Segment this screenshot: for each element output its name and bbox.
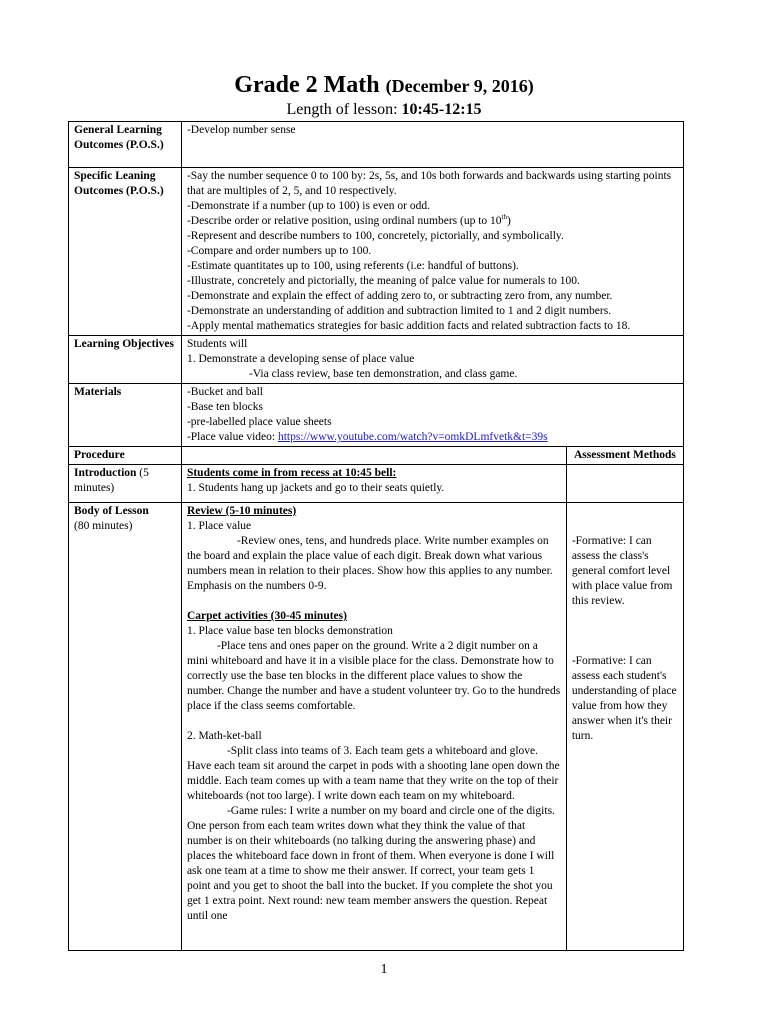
- materials-label: Materials: [69, 384, 182, 447]
- introduction-label-cell: [69, 465, 182, 503]
- title-date: (December 9, 2016): [385, 76, 534, 96]
- outcome-item: -Apply mental mathematics strategies for basic addition facts and related subtraction facts to 18.: [186, 320, 631, 332]
- body-label-cell: [69, 503, 182, 951]
- outcome-item: -Demonstrate if a number (up to 100) is even or odd.: [186, 200, 430, 212]
- introduction-cell: [181, 465, 566, 503]
- assessment-review: -Formative: I can assess the class's general comfort level with place value from this review.: [571, 535, 673, 607]
- body-assessment-cell: [566, 503, 683, 951]
- outcome-item: -Represent and describe numbers to 100, concretely, pictorially, and symbolically.: [186, 230, 564, 242]
- procedure-label: Procedure: [69, 447, 182, 465]
- assessment-carpet: -Formative: I can assess each student's understanding of place value from how they answer when it's their turn.: [571, 655, 677, 742]
- materials-cell: [181, 384, 683, 447]
- material-item: -pre-labelled place value sheets: [186, 416, 332, 428]
- introduction-duration: (5 minutes): [74, 467, 149, 494]
- carpet-item: 1. Place value base ten blocks demonstration: [186, 625, 393, 637]
- procedure-empty: [181, 447, 566, 465]
- learning-objectives-cell: [181, 336, 683, 384]
- video-label: -Place value video:: [186, 431, 278, 443]
- row-procedure-header: [69, 447, 684, 465]
- video-link[interactable]: https://www.youtube.com/watch?v=omkDLmfvetk&t=39s: [277, 431, 548, 443]
- row-body-of-lesson: [69, 503, 684, 951]
- assessment-methods-header: Assessment Methods: [566, 447, 683, 465]
- lesson-length: [0, 100, 768, 120]
- review-text: -Review ones, tens, and hundreds place. Write number examples on the board and explain the place value of each digit. Break down what various numbers mean in relation to their places. Show how this applies to any number. Emphasis on the numbers 0-9.: [186, 535, 553, 592]
- material-item: -Base ten blocks: [186, 401, 263, 413]
- carpet-heading: Carpet activities (30-45 minutes): [186, 610, 347, 622]
- row-specific-outcomes: [69, 168, 684, 336]
- general-outcomes-label: General Learning Outcomes (P.O.S.): [69, 122, 182, 168]
- general-outcomes-text: -Develop number sense: [181, 122, 683, 168]
- review-item: 1. Place value: [186, 520, 252, 532]
- ordinal-close: ): [506, 215, 511, 227]
- specific-outcomes-label: Specific Leaning Outcomes (P.O.S.): [69, 168, 182, 336]
- introduction-assessment: [566, 465, 683, 503]
- introduction-heading: Students come in from recess at 10:45 bell:: [186, 467, 397, 479]
- outcome-item: -Demonstrate an understanding of addition and subtraction limited to 1 and 2 digit numbers.: [186, 305, 612, 317]
- rules-text: -Game rules: I write a number on my board and circle one of the digits. One person from each team writes down what they think the value of that number is on their whiteboards (no talking during the answering phase) and places the whiteboard face down in front of them. When everyone is done I will ask one team at a time to show me their answer. If correct, your team gets 1 point and you get to shoot the ball into the bucket. If you complete the shot you get 1 extra point. Next round: new team member answers the question. Repeat until one: [186, 805, 555, 922]
- title-text: Grade 2 Math: [234, 72, 380, 98]
- objective-line: 1. Demonstrate a developing sense of place value: [186, 353, 415, 365]
- spacer: [572, 639, 678, 654]
- specific-outcomes-cell: [181, 168, 683, 336]
- body-duration: (80 minutes): [74, 520, 133, 532]
- lesson-length-value: 10:45-12:15: [401, 101, 482, 118]
- game-text: -Split class into teams of 3. Each team gets a whiteboard and glove. Have each team sit around the carpet in pods with a shooting lane open down the middle. Each team comes up with a team name that they write on the top of their whiteboards (not too large). I write down each team on my whiteboard.: [186, 745, 560, 802]
- introduction-label: Introduction: [74, 467, 137, 479]
- review-heading: Review (5-10 minutes): [186, 505, 297, 517]
- lesson-length-label: Length of lesson:: [286, 101, 402, 118]
- page-title: [0, 70, 768, 101]
- spacer: [187, 714, 561, 729]
- game-item: 2. Math-ket-ball: [186, 730, 262, 742]
- spacer: [187, 594, 561, 609]
- learning-objectives-label: Learning Objectives: [69, 336, 182, 384]
- row-materials: [69, 384, 684, 447]
- lesson-plan-table: [68, 121, 684, 951]
- spacer: [572, 609, 678, 624]
- spacer: [572, 504, 678, 519]
- spacer: [572, 624, 678, 639]
- outcome-item: -Illustrate, concretely and pictorially, the meaning of palce value for numerals to 100.: [186, 275, 580, 287]
- material-item: -Bucket and ball: [186, 386, 263, 398]
- outcome-item: [187, 214, 678, 229]
- objective-line: Students will: [186, 338, 248, 350]
- outcome-item: -Demonstrate and explain the effect of adding zero to, or subtracting zero from, any number.: [186, 290, 613, 302]
- material-item: [187, 430, 678, 445]
- page-number: 1: [380, 962, 388, 977]
- row-general-outcomes: [69, 122, 684, 168]
- body-cell: [181, 503, 566, 951]
- row-introduction: [69, 465, 684, 503]
- body-label: Body of Lesson: [74, 505, 149, 517]
- spacer: [572, 519, 678, 534]
- objective-line: -Via class review, base ten demonstration, and class game.: [248, 368, 518, 380]
- carpet-text: -Place tens and ones paper on the ground. Write a 2 digit number on a mini whiteboard and have it in a visible place for the class. Demonstrate how to correctly use the base ten blocks in the different place values to show the number. Change the number and have a student volunteer try. Go to the hundreds place if the class seems comfortable.: [186, 640, 561, 712]
- outcome-item: -Compare and order numbers up to 100.: [186, 245, 372, 257]
- outcome-item-text: -Describe order or relative position, using ordinal numbers (up to 10: [186, 215, 502, 227]
- outcome-item: -Say the number sequence 0 to 100 by: 2s, 5s, and 10s both forwards and backwards using starting points that are multiples of 2, 5, and 10 respectively.: [186, 170, 672, 197]
- ordinal-superscript: th: [501, 213, 507, 222]
- introduction-text: 1. Students hang up jackets and go to their seats quietly.: [186, 482, 445, 494]
- row-learning-objectives: [69, 336, 684, 384]
- outcome-item: -Estimate quantitates up to 100, using referents (i.e: handful of buttons).: [186, 260, 519, 272]
